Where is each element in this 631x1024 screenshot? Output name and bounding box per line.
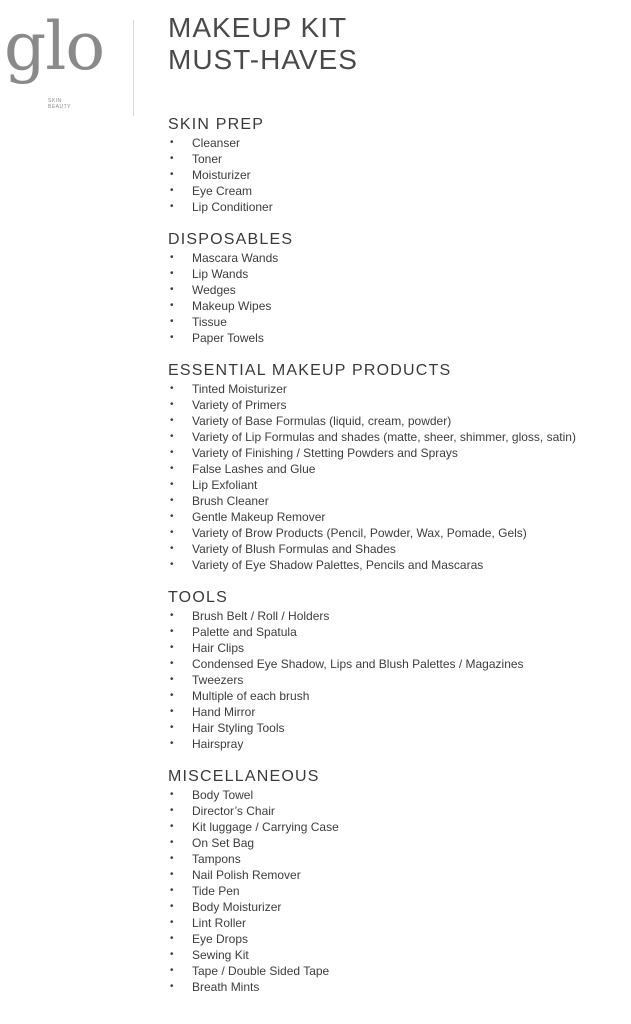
bullet-icon: • xyxy=(170,284,174,295)
list-item xyxy=(168,947,628,963)
checklist-content xyxy=(168,116,628,1011)
list-item-text: Palette and Spatula xyxy=(192,625,297,639)
list-item-text: Eye Cream xyxy=(192,184,253,198)
bullet-icon: • xyxy=(170,722,174,733)
bullet-list xyxy=(168,381,628,573)
bullet-icon: • xyxy=(170,789,174,800)
bullet-icon: • xyxy=(170,447,174,458)
list-item-text: Brush Belt / Roll / Holders xyxy=(192,609,330,623)
list-item-text: Director’s Chair xyxy=(192,804,275,818)
list-item xyxy=(168,314,628,330)
list-item xyxy=(168,445,628,461)
list-item xyxy=(168,397,628,413)
list-item xyxy=(168,931,628,947)
bullet-icon: • xyxy=(170,300,174,311)
list-item-text: Tissue xyxy=(192,315,227,329)
bullet-icon: • xyxy=(170,169,174,180)
list-item xyxy=(168,656,628,672)
list-item-text: Wedges xyxy=(192,283,236,297)
brand-logo xyxy=(0,8,118,118)
list-item-text: Lip Wands xyxy=(192,267,249,281)
list-item-text: Brush Cleaner xyxy=(192,494,269,508)
bullet-icon: • xyxy=(170,383,174,394)
list-item-text: Tape / Double Sided Tape xyxy=(192,964,330,978)
bullet-icon: • xyxy=(170,268,174,279)
list-item xyxy=(168,803,628,819)
bullet-icon: • xyxy=(170,332,174,343)
bullet-icon: • xyxy=(170,559,174,570)
list-item-text: Tinted Moisturizer xyxy=(192,382,287,396)
list-item-text: Tampons xyxy=(192,852,241,866)
bullet-icon: • xyxy=(170,610,174,621)
bullet-icon: • xyxy=(170,626,174,637)
section-heading: MISCELLANEOUS xyxy=(168,768,320,785)
list-item-text: Condensed Eye Shadow, Lips and Blush Palettes / Magazines xyxy=(192,657,524,671)
bullet-icon: • xyxy=(170,933,174,944)
list-item-text: Sewing Kit xyxy=(192,948,249,962)
section-disposables xyxy=(168,231,628,346)
list-item xyxy=(168,736,628,752)
bullet-icon: • xyxy=(170,690,174,701)
bullet-icon: • xyxy=(170,885,174,896)
list-item xyxy=(168,672,628,688)
section-skin-prep xyxy=(168,116,628,215)
bullet-icon: • xyxy=(170,527,174,538)
list-item-text: Lip Exfoliant xyxy=(192,478,258,492)
list-item xyxy=(168,899,628,915)
list-item-text: Multiple of each brush xyxy=(192,689,310,703)
list-item-text: Nail Polish Remover xyxy=(192,868,301,882)
list-item-text: Variety of Eye Shadow Palettes, Pencils and Mascaras xyxy=(192,558,484,572)
list-item-text: Moisturizer xyxy=(192,168,251,182)
bullet-icon: • xyxy=(170,869,174,880)
bullet-icon: • xyxy=(170,399,174,410)
list-item xyxy=(168,787,628,803)
bullet-icon: • xyxy=(170,415,174,426)
bullet-icon: • xyxy=(170,901,174,912)
bullet-icon: • xyxy=(170,981,174,992)
section-essential-makeup-products xyxy=(168,362,628,573)
logo-subtitle-line-1: SKIN xyxy=(48,98,62,104)
list-item xyxy=(168,381,628,397)
bullet-icon: • xyxy=(170,511,174,522)
list-item-text: Hair Clips xyxy=(192,641,245,655)
list-item xyxy=(168,493,628,509)
bullet-icon: • xyxy=(170,821,174,832)
list-item-text: Lint Roller xyxy=(192,916,247,930)
list-item-text: Cleanser xyxy=(192,136,241,150)
list-item xyxy=(168,867,628,883)
section-miscellaneous xyxy=(168,768,628,995)
list-item xyxy=(168,250,628,266)
list-item xyxy=(168,624,628,640)
list-item xyxy=(168,461,628,477)
list-item xyxy=(168,429,628,445)
list-item xyxy=(168,979,628,995)
list-item xyxy=(168,704,628,720)
bullet-icon: • xyxy=(170,674,174,685)
list-item xyxy=(168,963,628,979)
bullet-icon: • xyxy=(170,837,174,848)
section-heading: TOOLS xyxy=(168,589,228,606)
list-item-text: Paper Towels xyxy=(192,331,264,345)
section-heading: ESSENTIAL MAKEUP PRODUCTS xyxy=(168,362,452,379)
list-item-text: Lip Conditioner xyxy=(192,200,273,214)
bullet-icon: • xyxy=(170,965,174,976)
logo-wordmark: glo xyxy=(4,8,105,85)
list-item xyxy=(168,151,628,167)
bullet-icon: • xyxy=(170,706,174,717)
list-item xyxy=(168,298,628,314)
list-item-text: Variety of Blush Formulas and Shades xyxy=(192,542,396,556)
list-item-text: Variety of Brow Products (Pencil, Powder, Wax, Pomade, Gels) xyxy=(192,526,527,540)
bullet-icon: • xyxy=(170,201,174,212)
list-item xyxy=(168,541,628,557)
list-item-text: Eye Drops xyxy=(192,932,249,946)
bullet-list xyxy=(168,608,628,752)
page-title-line-2: MUST-HAVES xyxy=(168,44,358,75)
logo-divider xyxy=(133,20,134,116)
list-item-text: Toner xyxy=(192,152,223,166)
list-item-text: Variety of Lip Formulas and shades (matte, sheer, shimmer, gloss, satin) xyxy=(192,430,576,444)
list-item xyxy=(168,525,628,541)
list-item xyxy=(168,330,628,346)
list-item-text: Body Moisturizer xyxy=(192,900,282,914)
list-item-text: Hand Mirror xyxy=(192,705,256,719)
list-item xyxy=(168,509,628,525)
list-item xyxy=(168,135,628,151)
bullet-list xyxy=(168,787,628,995)
list-item xyxy=(168,688,628,704)
list-item-text: Gentle Makeup Remover xyxy=(192,510,326,524)
list-item-text: Mascara Wands xyxy=(192,251,279,265)
bullet-icon: • xyxy=(170,137,174,148)
bullet-icon: • xyxy=(170,153,174,164)
bullet-icon: • xyxy=(170,658,174,669)
bullet-icon: • xyxy=(170,316,174,327)
bullet-icon: • xyxy=(170,642,174,653)
logo-subtitle-line-2: BEAUTY xyxy=(48,104,72,110)
bullet-icon: • xyxy=(170,543,174,554)
bullet-icon: • xyxy=(170,185,174,196)
list-item xyxy=(168,608,628,624)
list-item-text: Body Towel xyxy=(192,788,254,802)
page-title-line-1: MAKEUP KIT xyxy=(168,12,348,43)
list-item-text: Tide Pen xyxy=(192,884,240,898)
list-item xyxy=(168,477,628,493)
list-item xyxy=(168,835,628,851)
bullet-list xyxy=(168,135,628,215)
bullet-icon: • xyxy=(170,853,174,864)
bullet-icon: • xyxy=(170,495,174,506)
logo-subtitle xyxy=(48,98,71,110)
bullet-icon: • xyxy=(170,805,174,816)
list-item-text: Variety of Primers xyxy=(192,398,287,412)
bullet-icon: • xyxy=(170,431,174,442)
list-item-text: Variety of Finishing / Stetting Powders and Sprays xyxy=(192,446,458,460)
list-item-text: Tweezers xyxy=(192,673,244,687)
list-item xyxy=(168,883,628,899)
list-item xyxy=(168,819,628,835)
list-item-text: Hair Styling Tools xyxy=(192,721,285,735)
list-item-text: Variety of Base Formulas (liquid, cream, powder) xyxy=(192,414,452,428)
list-item xyxy=(168,915,628,931)
list-item-text: Hairspray xyxy=(192,737,244,751)
list-item xyxy=(168,720,628,736)
bullet-icon: • xyxy=(170,917,174,928)
list-item xyxy=(168,266,628,282)
list-item-text: Breath Mints xyxy=(192,980,260,994)
page-title xyxy=(168,12,358,76)
list-item xyxy=(168,557,628,573)
list-item xyxy=(168,183,628,199)
list-item-text: On Set Bag xyxy=(192,836,255,850)
list-item-text: Kit luggage / Carrying Case xyxy=(192,820,339,834)
bullet-icon: • xyxy=(170,479,174,490)
list-item xyxy=(168,282,628,298)
list-item-text: Makeup Wipes xyxy=(192,299,272,313)
bullet-icon: • xyxy=(170,949,174,960)
list-item xyxy=(168,413,628,429)
bullet-icon: • xyxy=(170,738,174,749)
list-item xyxy=(168,167,628,183)
bullet-list xyxy=(168,250,628,346)
section-heading: DISPOSABLES xyxy=(168,231,294,248)
list-item xyxy=(168,640,628,656)
list-item xyxy=(168,199,628,215)
section-tools xyxy=(168,589,628,752)
section-heading: SKIN PREP xyxy=(168,116,265,133)
bullet-icon: • xyxy=(170,252,174,263)
list-item xyxy=(168,851,628,867)
list-item-text: False Lashes and Glue xyxy=(192,462,316,476)
bullet-icon: • xyxy=(170,463,174,474)
